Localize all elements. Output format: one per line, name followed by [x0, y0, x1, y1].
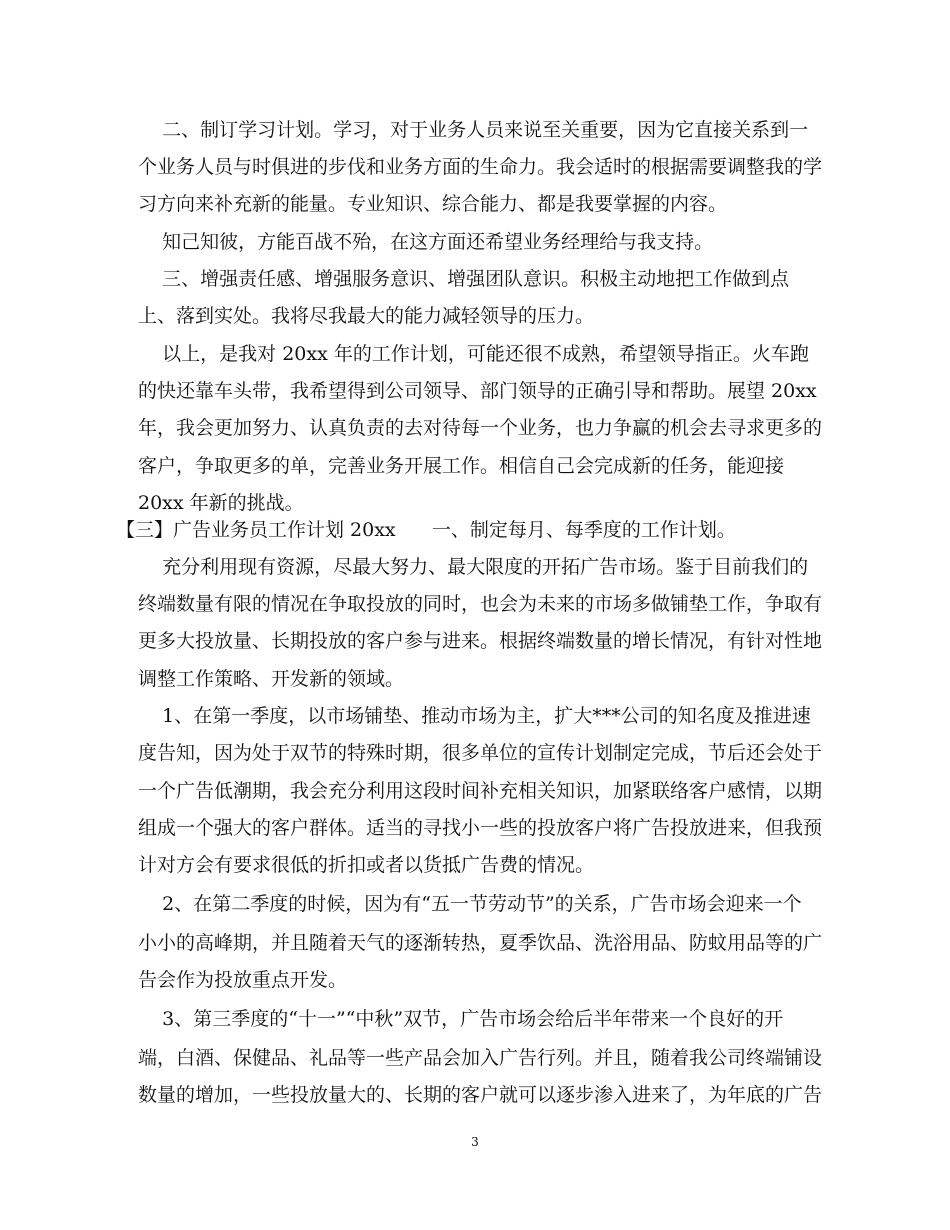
text-line: 充分利用现有资源，尽最大努力、最大限度的开拓广告市场。鉴于目前我们的	[138, 556, 809, 578]
text-line: 个业务人员与时俱进的步伐和业务方面的生命力。我会适时的根据需要调整我的学	[138, 156, 823, 178]
text-line: 20xx 年新的挑战。	[138, 492, 304, 514]
text-line: 2、在第二季度的时候，因为有“五一节劳动节”的关系，广告市场会迎来一个	[138, 893, 802, 915]
page-number: 3	[471, 1135, 479, 1149]
text-line: 度告知，因为处于双节的特殊时期，很多单位的宣传计划制定完成，节后还会处于	[138, 742, 823, 764]
text-line: 二、制订学习计划。学习，对于业务人员来说至关重要，因为它直接关系到一	[138, 119, 809, 141]
text-line: 更多大投放量、长期投放的客户参与进来。根据终端数量的增长情况，有针对性地	[138, 630, 823, 652]
text-line: 一个广告低潮期，我会充分利用这段时间补充相关知识，加紧联络客户感情，以期	[138, 780, 823, 802]
text-line: 计对方会有要求很低的折扣或者以货抵广告费的情况。	[138, 854, 595, 876]
text-line: 小小的高峰期，并且随着天气的逐渐转热，夏季饮品、洗浴用品、防蚊用品等的广	[138, 932, 823, 954]
text-line: 3、第三季度的“十一”“中秋”双节，广告市场会给后半年带来一个良好的开	[138, 1008, 784, 1030]
text-line: 调整工作策略、开发新的领域。	[138, 668, 405, 690]
text-line: 知己知彼，方能百战不殆，在这方面还希望业务经理给与我支持。	[138, 231, 714, 253]
text-line: 上、落到实处。我将尽我最大的能力减轻领导的压力。	[138, 305, 595, 327]
text-line: 年，我会更加努力、认真负责的去对待每一个业务，也力争赢的机会去寻求更多的	[138, 417, 823, 439]
text-line: 以上，是我对 20xx 年的工作计划，可能还很不成熟，希望领导指正。火车跑	[138, 343, 809, 365]
section-heading: 【三】广告业务员工作计划 20xx 一、制定每月、每季度的工作计划。	[116, 519, 736, 541]
text-line: 终端数量有限的情况在争取投放的同时，也会为未来的市场多做铺垫工作，争取有	[138, 593, 823, 615]
text-line: 的快还靠车头带，我希望得到公司领导、部门领导的正确引导和帮助。展望 20xx	[138, 380, 817, 402]
text-line: 端，白酒、保健品、礼品等一些产品会加入广告行列。并且，随着我公司终端铺设	[138, 1047, 823, 1069]
text-line: 组成一个强大的客户群体。适当的寻找小一些的投放客户将广告投放进来，但我预	[138, 817, 823, 839]
text-line: 告会作为投放重点开发。	[138, 969, 348, 991]
text-line: 数量的增加，一些投放量大的、长期的客户就可以逐步渗入进来了，为年底的广告	[138, 1084, 823, 1106]
text-line: 习方向来补充新的能量。专业知识、综合能力、都是我要掌握的内容。	[138, 193, 728, 215]
text-line: 客户，争取更多的单，完善业务开展工作。相信自己会完成新的任务，能迎接	[138, 455, 785, 477]
text-line: 三、增强责任感、增强服务意识、增强团队意识。积极主动地把工作做到点	[138, 268, 790, 290]
text-line: 1、在第一季度，以市场铺垫、推动市场为主，扩大***公司的知名度及推进速	[138, 705, 811, 727]
